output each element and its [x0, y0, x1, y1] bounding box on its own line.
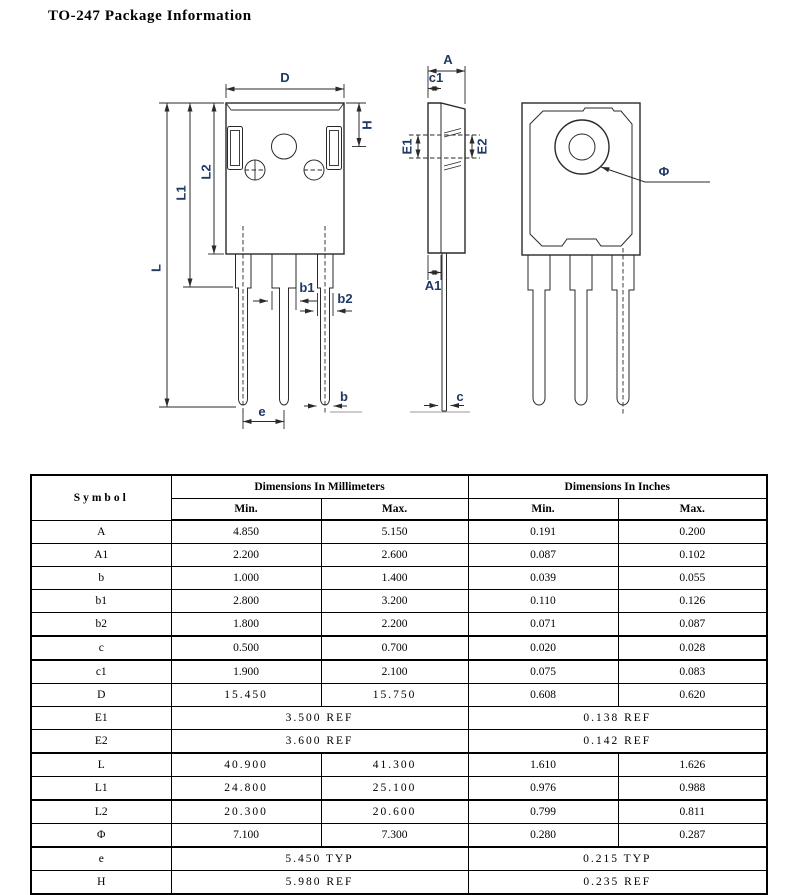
- front-left-pin-mark: [245, 160, 266, 181]
- cell-mm-max: 5.150: [321, 520, 468, 544]
- cell-in-max: 1.626: [618, 753, 767, 777]
- cell-mm-min: 4.850: [171, 520, 321, 544]
- cell-mm-max: 41.300: [321, 753, 468, 777]
- cell-mm-min: 1.800: [171, 613, 321, 637]
- cell-in-max: 0.126: [618, 590, 767, 613]
- cell-symbol: E2: [31, 730, 171, 754]
- cell-mm-max: 20.600: [321, 800, 468, 824]
- dim-E2: [472, 135, 489, 158]
- cell-mm-max: 7.300: [321, 824, 468, 848]
- dim-label-E2: E2: [474, 138, 490, 155]
- page-title: TO-247 Package Information: [48, 8, 252, 24]
- cell-in-min: 0.075: [468, 660, 618, 684]
- front-view: [148, 70, 374, 429]
- cell-in-max: 0.102: [618, 544, 767, 567]
- row-phi: [31, 824, 767, 848]
- cell-mm-max: 3.200: [321, 590, 468, 613]
- cell-in-min: 0.976: [468, 777, 618, 801]
- cell-symbol: E1: [31, 707, 171, 730]
- symbol-header: Symbol: [31, 475, 171, 520]
- cell-in-min: 0.110: [468, 590, 618, 613]
- rear-leads: [528, 248, 634, 414]
- cell-in-span: 0.142 REF: [468, 730, 767, 754]
- dim-D: [226, 70, 344, 98]
- rear-body-outline: [522, 103, 640, 255]
- cell-symbol: L1: [31, 777, 171, 801]
- mm-group-header: Dimensions In Millimeters: [171, 475, 468, 499]
- dim-L-group: [148, 103, 236, 407]
- dim-E1: [399, 135, 418, 158]
- dim-H: [346, 103, 374, 147]
- row-L2: [31, 800, 767, 824]
- dim-c: [410, 389, 470, 412]
- cell-in-span: 0.138 REF: [468, 707, 767, 730]
- front-body-outline: [226, 103, 344, 254]
- cell-mm-max: 2.100: [321, 660, 468, 684]
- dim-label-c1: c1: [428, 70, 444, 85]
- side-lead: [442, 253, 447, 411]
- rear-mold-outline: [530, 108, 632, 246]
- row-b1: [31, 590, 767, 613]
- cell-mm-min: 1.900: [171, 660, 321, 684]
- dim-A1: [425, 255, 442, 293]
- mm-max-header: Max.: [321, 499, 468, 521]
- cell-symbol: Φ: [31, 824, 171, 848]
- dim-label-A: A: [443, 52, 453, 67]
- cell-mm-max: 25.100: [321, 777, 468, 801]
- row-A: [31, 520, 767, 544]
- cell-mm-min: 1.000: [171, 567, 321, 590]
- row-c: [31, 636, 767, 660]
- cell-symbol: b: [31, 567, 171, 590]
- row-b2: [31, 613, 767, 637]
- dim-e: [243, 404, 284, 429]
- cell-in-min: 1.610: [468, 753, 618, 777]
- cell-mm-max: 2.200: [321, 613, 468, 637]
- dim-label-phi: Φ: [658, 164, 670, 179]
- front-left-notch: [228, 127, 243, 170]
- cell-mm-min: 40.900: [171, 753, 321, 777]
- cell-in-max: 0.811: [618, 800, 767, 824]
- row-E2: [31, 730, 767, 754]
- rear-view: [522, 103, 710, 414]
- cell-in-max: 0.620: [618, 684, 767, 707]
- cell-symbol: A1: [31, 544, 171, 567]
- dim-label-E1: E1: [399, 138, 415, 155]
- cell-in-min: 0.608: [468, 684, 618, 707]
- cell-symbol: D: [31, 684, 171, 707]
- cell-mm-max: 0.700: [321, 636, 468, 660]
- row-c1: [31, 660, 767, 684]
- row-H: [31, 871, 767, 895]
- cell-mm-min: 24.800: [171, 777, 321, 801]
- dim-label-b2: b2: [337, 291, 353, 306]
- dim-label-c: c: [456, 389, 464, 404]
- cell-mm-min: 15.450: [171, 684, 321, 707]
- side-body-outline: [428, 103, 465, 253]
- mounting-hole-rear-outer: [555, 120, 609, 174]
- cell-in-max: 0.200: [618, 520, 767, 544]
- cell-symbol: b2: [31, 613, 171, 637]
- cell-symbol: L: [31, 753, 171, 777]
- cell-in-min: 0.020: [468, 636, 618, 660]
- dim-b1: [253, 280, 317, 310]
- dim-label-A1: A1: [424, 278, 442, 293]
- row-L1: [31, 777, 767, 801]
- cell-mm-max: 1.400: [321, 567, 468, 590]
- side-view: [399, 52, 489, 412]
- dim-label-D: D: [280, 70, 290, 85]
- dim-b: [304, 389, 362, 412]
- cell-in-min: 0.087: [468, 544, 618, 567]
- dim-label-H: H: [359, 120, 375, 130]
- cell-in-span: 0.215 TYP: [468, 847, 767, 871]
- cell-mm-span: 3.600 REF: [171, 730, 468, 754]
- cell-mm-span: 3.500 REF: [171, 707, 468, 730]
- mounting-hole-front: [272, 134, 297, 159]
- cell-mm-max: 2.600: [321, 544, 468, 567]
- row-E1: [31, 707, 767, 730]
- cell-symbol: H: [31, 871, 171, 895]
- dim-label-L1: L1: [173, 185, 189, 201]
- mm-min-header: Min.: [171, 499, 321, 521]
- cell-in-min: 0.071: [468, 613, 618, 637]
- cell-mm-min: 2.200: [171, 544, 321, 567]
- cell-in-min: 0.039: [468, 567, 618, 590]
- front-right-notch: [327, 127, 342, 170]
- row-b: [31, 567, 767, 590]
- cell-symbol: b1: [31, 590, 171, 613]
- cell-symbol: e: [31, 847, 171, 871]
- cell-mm-min: 0.500: [171, 636, 321, 660]
- in-min-header: Min.: [468, 499, 618, 521]
- dim-label-b1: b1: [299, 280, 315, 295]
- in-max-header: Max.: [618, 499, 767, 521]
- row-e: [31, 847, 767, 871]
- cell-in-max: 0.028: [618, 636, 767, 660]
- dimensions-table: [30, 474, 768, 895]
- row-D: [31, 684, 767, 707]
- cell-in-max: 0.287: [618, 824, 767, 848]
- cell-symbol: c: [31, 636, 171, 660]
- inches-group-header: Dimensions In Inches: [468, 475, 767, 499]
- dim-label-e: e: [258, 404, 266, 419]
- row-L: [31, 753, 767, 777]
- cell-in-max: 0.083: [618, 660, 767, 684]
- dim-label-b: b: [340, 389, 348, 404]
- cell-in-min: 0.280: [468, 824, 618, 848]
- cell-symbol: A: [31, 520, 171, 544]
- cell-mm-min: 20.300: [171, 800, 321, 824]
- cell-mm-min: 7.100: [171, 824, 321, 848]
- row-A1: [31, 544, 767, 567]
- dim-label-L2: L2: [198, 164, 214, 180]
- cell-mm-span: 5.450 TYP: [171, 847, 468, 871]
- cell-in-min: 0.799: [468, 800, 618, 824]
- cell-in-max: 0.988: [618, 777, 767, 801]
- cell-symbol: L2: [31, 800, 171, 824]
- mounting-hole-rear-inner: [569, 134, 595, 160]
- cell-in-min: 0.191: [468, 520, 618, 544]
- cell-in-span: 0.235 REF: [468, 871, 767, 895]
- cell-mm-max: 15.750: [321, 684, 468, 707]
- cell-mm-span: 5.980 REF: [171, 871, 468, 895]
- cell-in-max: 0.055: [618, 567, 767, 590]
- cell-symbol: c1: [31, 660, 171, 684]
- dim-label-L: L: [148, 264, 164, 272]
- table-header-row-1: [31, 475, 767, 499]
- cell-mm-min: 2.800: [171, 590, 321, 613]
- dim-c1: [428, 70, 443, 89]
- dim-phi: [601, 164, 710, 182]
- cell-in-max: 0.087: [618, 613, 767, 637]
- front-right-pin-mark: [304, 160, 325, 180]
